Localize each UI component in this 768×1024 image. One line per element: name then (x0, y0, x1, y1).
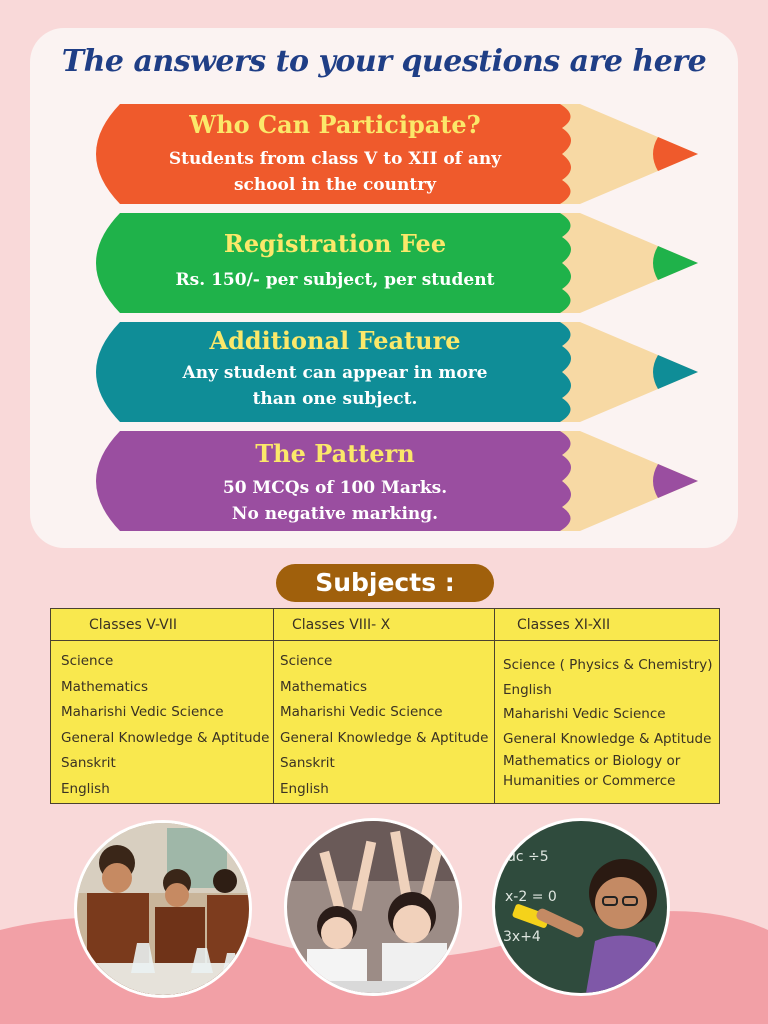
card-text-line: than one subject. (252, 389, 418, 409)
card-title: Additional Feature (209, 326, 461, 355)
column-classes-viii-x (273, 609, 494, 803)
list-item: Maharishi Vedic Science (61, 704, 224, 721)
svg-text:dc ÷5: dc ÷5 (507, 849, 549, 865)
list-item: Science ( Physics & Chemistry) (503, 657, 713, 673)
card-text-line: Students from class V to XII of any (168, 149, 502, 169)
card-text-line: Rs. 150/- per subject, per student (175, 270, 495, 290)
list-item: English (61, 780, 110, 797)
card-text-line: Any student can appear in more (182, 363, 488, 383)
list-item: General Knowledge & Aptitude (280, 729, 489, 746)
pencil-additional-feature (80, 322, 700, 422)
list-item: Humanities or Commerce (503, 773, 676, 790)
pencil-the-pattern (80, 431, 700, 531)
card-title: Registration Fee (223, 229, 447, 258)
list-item: Mathematics (61, 678, 148, 695)
subjects-heading: Subjects : (276, 564, 494, 602)
pencil-who-can-participate (80, 104, 700, 204)
card-text-line: school in the country (233, 175, 437, 195)
list-item: Sanskrit (280, 755, 335, 772)
list-item: Science (61, 653, 114, 669)
list-item: Maharishi Vedic Science (280, 704, 443, 721)
subjects-table (50, 608, 720, 804)
card-text-line: No negative marking. (231, 504, 439, 524)
list-item: English (280, 780, 329, 797)
list-item: Maharishi Vedic Science (503, 706, 666, 723)
list-item: Mathematics (280, 678, 367, 695)
list-item: English (503, 681, 552, 698)
column-header: Classes XI-XII (495, 609, 718, 641)
svg-text:x-2 = 0: x-2 = 0 (505, 889, 557, 905)
list-item: Science (280, 653, 333, 669)
list-item: General Knowledge & Aptitude (503, 730, 712, 747)
column-classes-v-vii (51, 609, 273, 803)
card-title: Who Can Participate? (189, 110, 481, 139)
list-item: General Knowledge & Aptitude (61, 729, 270, 746)
card-title: The Pattern (255, 439, 415, 468)
column-classes-xi-xii (494, 609, 718, 803)
cheering-students-photo (284, 818, 462, 996)
girl-at-chalkboard-photo (492, 818, 670, 996)
column-header: Classes V-VII (51, 609, 273, 641)
svg-text:3x+4: 3x+4 (503, 929, 541, 945)
list-item: Mathematics or Biology or (503, 753, 681, 770)
column-header: Classes VIII- X (274, 609, 494, 641)
students-in-lab-photo (74, 820, 252, 998)
pencil-shape (80, 213, 700, 313)
card-text-line: 50 MCQs of 100 Marks. (222, 478, 448, 498)
pencil-registration-fee (80, 213, 700, 313)
list-item: Sanskrit (61, 755, 116, 772)
headline: The answers to your questions are here (61, 44, 707, 79)
